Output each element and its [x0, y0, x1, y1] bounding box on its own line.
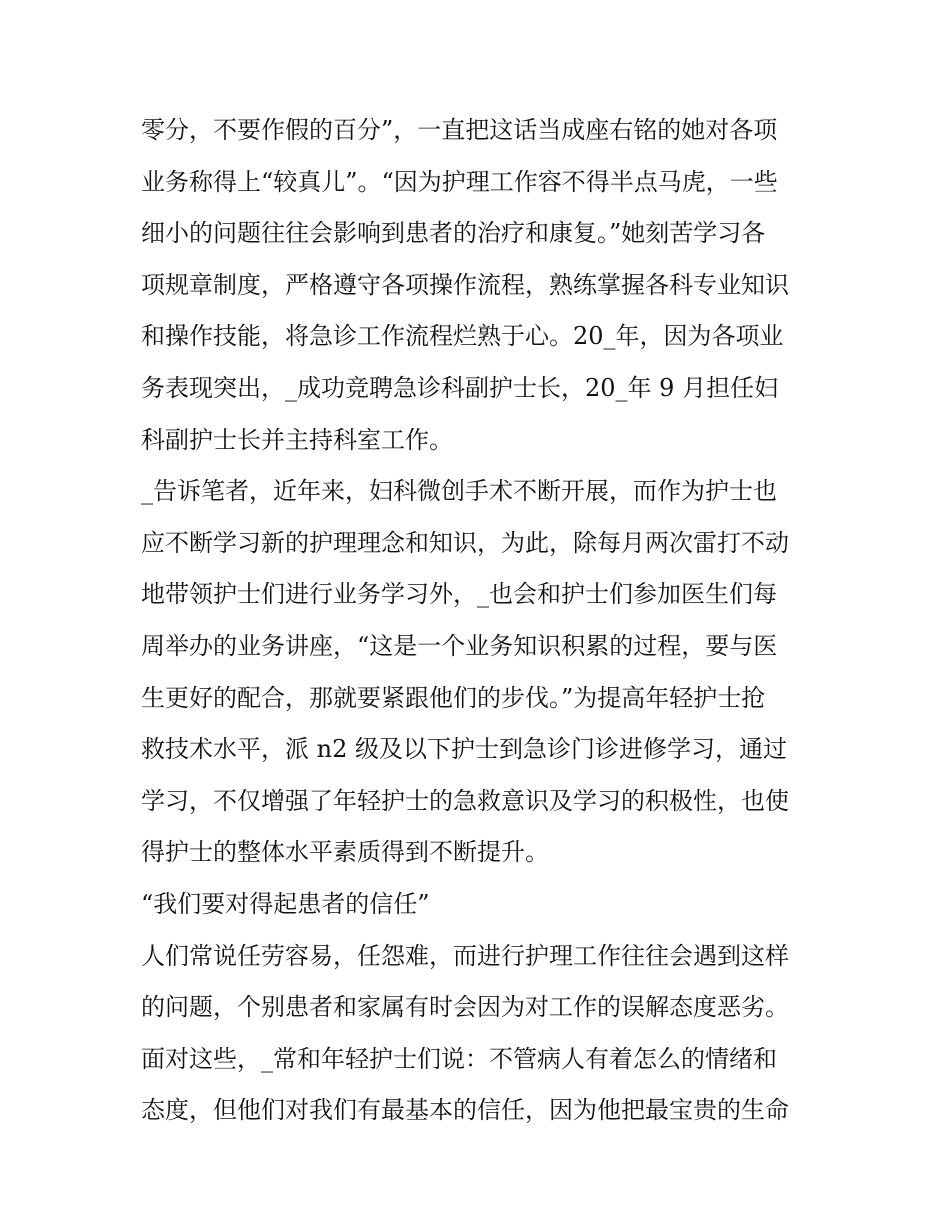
text-line: 业务称得上“较真儿”。“因为护理工作容不得半点马虎，一些: [141, 167, 778, 196]
text-line: 周举办的业务讲座，“这是一个业务知识积累的过程，要与医: [141, 631, 778, 660]
text-line: 学习，不仅增强了年轻护士的急救意识及学习的积极性，也使: [141, 786, 789, 815]
text-line: 救技术水平，派 n2 级及以下护士到急诊门诊进修学习，通过: [141, 735, 787, 764]
text-line: 零分，不要作假的百分”，一直把这话当成座右铭的她对各项: [141, 116, 778, 144]
text-line: 科副护士长并主持科室工作。: [141, 425, 453, 454]
section-heading: “我们要对得起患者的信任”: [141, 889, 430, 918]
text-line: 得护士的整体水平素质得到不断提升。: [141, 838, 549, 867]
text-line: 的问题，个别患者和家属有时会因为对工作的误解态度恶劣。: [141, 993, 789, 1022]
text-line: 生更好的配合，那就要紧跟他们的步伐。”为提高年轻护士抢: [141, 683, 766, 712]
text-line: 细小的问题往往会影响到患者的治疗和康复。”她刻苦学习各: [141, 219, 766, 248]
text-line: 人们常说任劳容易，任怨难，而进行护理工作往往会遇到这样: [141, 941, 789, 970]
body-text: [141, 107, 821, 1139]
text-line: 和操作技能，将急诊工作流程烂熟于心。20_年，因为各项业: [141, 322, 784, 351]
text-line: 项规章制度，严格遵守各项操作流程，熟练掌握各科专业知识: [141, 270, 789, 299]
text-line: _告诉笔者，近年来，妇科微创手术不断开展，而作为护士也: [141, 477, 777, 506]
text-line: 务表现突出，_成功竞聘急诊科副护士长，20_年 9 月担任妇: [141, 373, 779, 402]
text-line: 面对这些，_常和年轻护士们说：不管病人有着怎么的情绪和: [141, 1044, 777, 1073]
text-line: 态度，但他们对我们有最基本的信任，因为他把最宝贵的生命: [141, 1096, 789, 1125]
text-line: 地带领护士们进行业务学习外，_也会和护士们参加医生们每: [141, 580, 777, 609]
text-line: 应不断学习新的护理理念和知识，为此，除每月两次雷打不动: [141, 528, 789, 557]
